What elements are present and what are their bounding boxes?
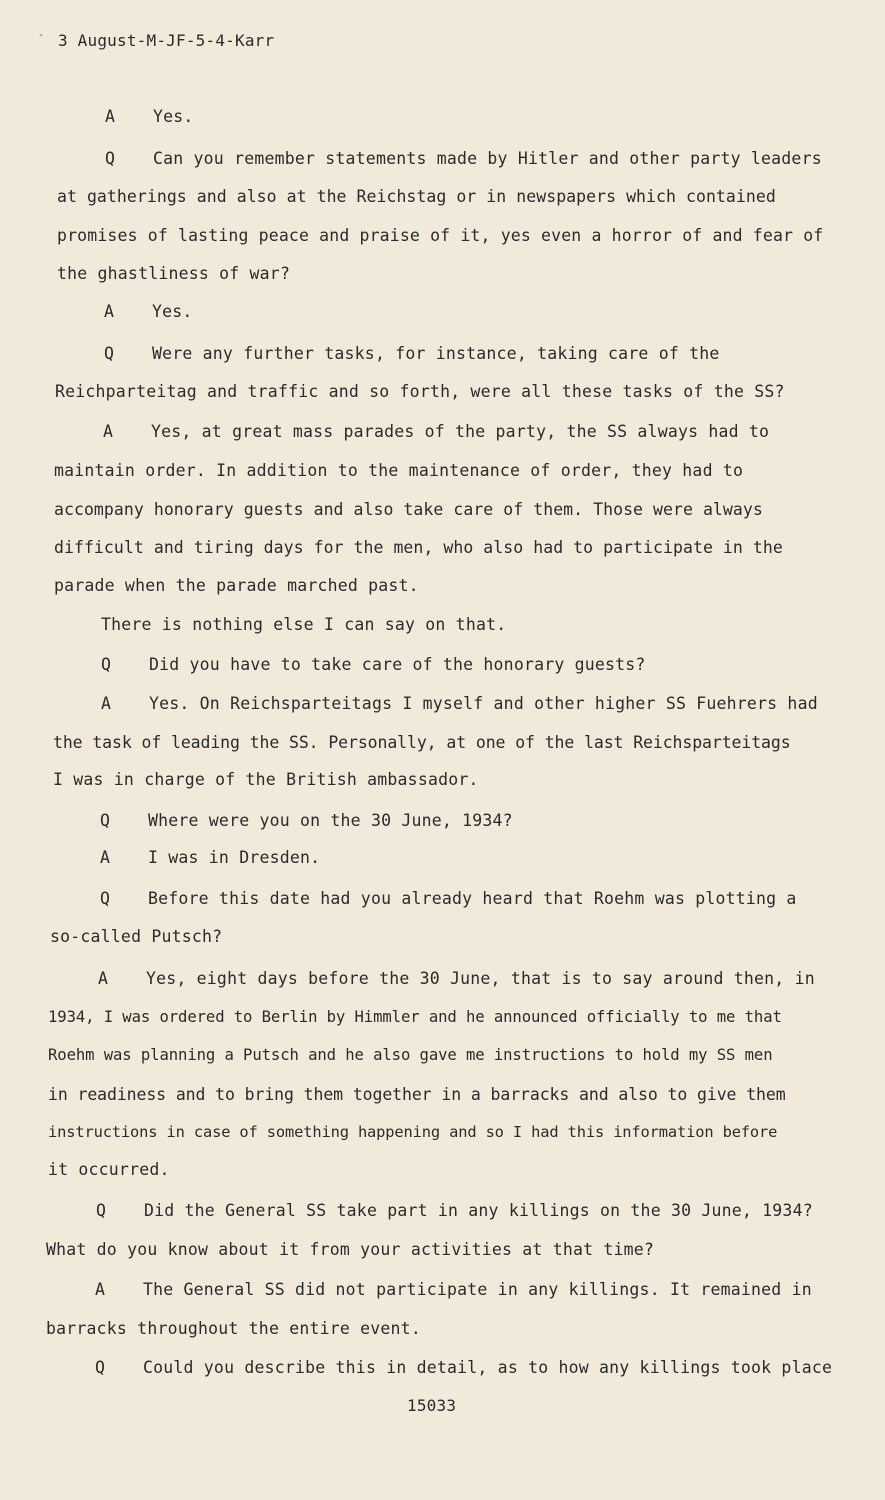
transcript-line (95, 1358, 832, 1377)
transcript-line: at gatherings and also at the Reichstag or in newspapers which contained (57, 187, 776, 206)
line-text: Yes. (152, 302, 193, 321)
transcript-line (101, 694, 818, 713)
transcript-line: maintain order. In addition to the maintenance of order, they had to (54, 461, 744, 480)
transcript-line (101, 655, 646, 674)
transcript-line (103, 422, 769, 441)
speaker-marker: Q (101, 655, 112, 674)
speaker-marker: A (103, 422, 114, 441)
line-text: Can you remember statements made by Hitler and other party leaders (153, 149, 822, 168)
transcript-line: so-called Putsch? (50, 927, 223, 946)
line-text: Yes. (153, 107, 194, 126)
transcript-line: There is nothing else I can say on that. (101, 615, 507, 634)
transcript-line (100, 811, 513, 830)
speaker-marker: A (105, 107, 116, 126)
transcript-line (105, 107, 194, 126)
line-text: Yes, at great mass parades of the party, the SS always had to (151, 422, 770, 441)
line-text: Did the General SS take part in any killings on the 30 June, 1934? (144, 1201, 813, 1220)
transcript-line: What do you know about it from your activities at that time? (46, 1240, 655, 1259)
speaker-marker: A (100, 848, 111, 867)
transcript-line: barracks throughout the entire event. (46, 1319, 421, 1338)
line-text: I was in Dresden. (148, 848, 321, 867)
transcript-line: it occurred. (48, 1160, 170, 1179)
transcript-line (105, 149, 822, 168)
speaker-marker: Q (96, 1201, 107, 1220)
transcript-line (100, 889, 797, 908)
transcript-line: I was in charge of the British ambassador. (53, 770, 479, 789)
transcript-line (95, 1280, 812, 1299)
line-text: Where were you on the 30 June, 1934? (148, 811, 513, 830)
speaker-marker: Q (100, 889, 111, 908)
speaker-marker: Q (95, 1358, 106, 1377)
speaker-marker: Q (105, 149, 116, 168)
line-text: Yes, eight days before the 30 June, that is to say around then, in (146, 969, 815, 988)
transcript-line: promises of lasting peace and praise of it, yes even a horror of and fear of (57, 226, 824, 245)
speaker-marker: Q (100, 811, 111, 830)
speaker-marker: A (98, 969, 109, 988)
line-text: Before this date had you already heard that Roehm was plotting a (148, 889, 797, 908)
line-text: Did you have to take care of the honorary guests? (149, 655, 646, 674)
transcript-line: accompany honorary guests and also take care of them. Those were always (54, 500, 763, 519)
transcript-line (104, 344, 720, 363)
line-text: Could you describe this in detail, as to how any killings took place (143, 1358, 833, 1377)
line-text: The General SS did not participate in any killings. It remained in (143, 1280, 812, 1299)
transcript-line: Reichparteitag and traffic and so forth, were all these tasks of the SS? (55, 382, 785, 401)
speaker-marker: A (104, 302, 115, 321)
transcript-line: the ghastliness of war? (57, 264, 291, 283)
transcript-line: instructions in case of something happening and so I had this information before (48, 1123, 778, 1141)
transcript-line (98, 969, 815, 988)
transcript-line (100, 848, 320, 867)
speaker-marker: A (101, 694, 112, 713)
transcript-line: in readiness and to bring them together in a barracks and also to give them (48, 1085, 786, 1104)
page-header-reference: 3 August-M-JF-5-4-Karr (58, 31, 275, 50)
transcript-line: 1934, I was ordered to Berlin by Himmler and he announced officially to me that (48, 1008, 782, 1026)
transcript-line (104, 302, 193, 321)
transcript-line: parade when the parade marched past. (54, 576, 419, 595)
transcript-line: the task of leading the SS. Personally, at one of the last Reichsparteitags (53, 733, 791, 752)
speaker-marker: Q (104, 344, 115, 363)
transcript-line: difficult and tiring days for the men, who also had to participate in the (54, 538, 783, 557)
margin-mark: - (38, 30, 45, 41)
line-text: Yes. On Reichsparteitags I myself and other higher SS Fuehrers had (149, 694, 818, 713)
page-number: 15033 (407, 1396, 457, 1415)
speaker-marker: A (95, 1280, 106, 1299)
transcript-line: Roehm was planning a Putsch and he also gave me instructions to hold my SS men (48, 1046, 773, 1064)
transcript-line (96, 1201, 813, 1220)
line-text: Were any further tasks, for instance, taking care of the (152, 344, 720, 363)
